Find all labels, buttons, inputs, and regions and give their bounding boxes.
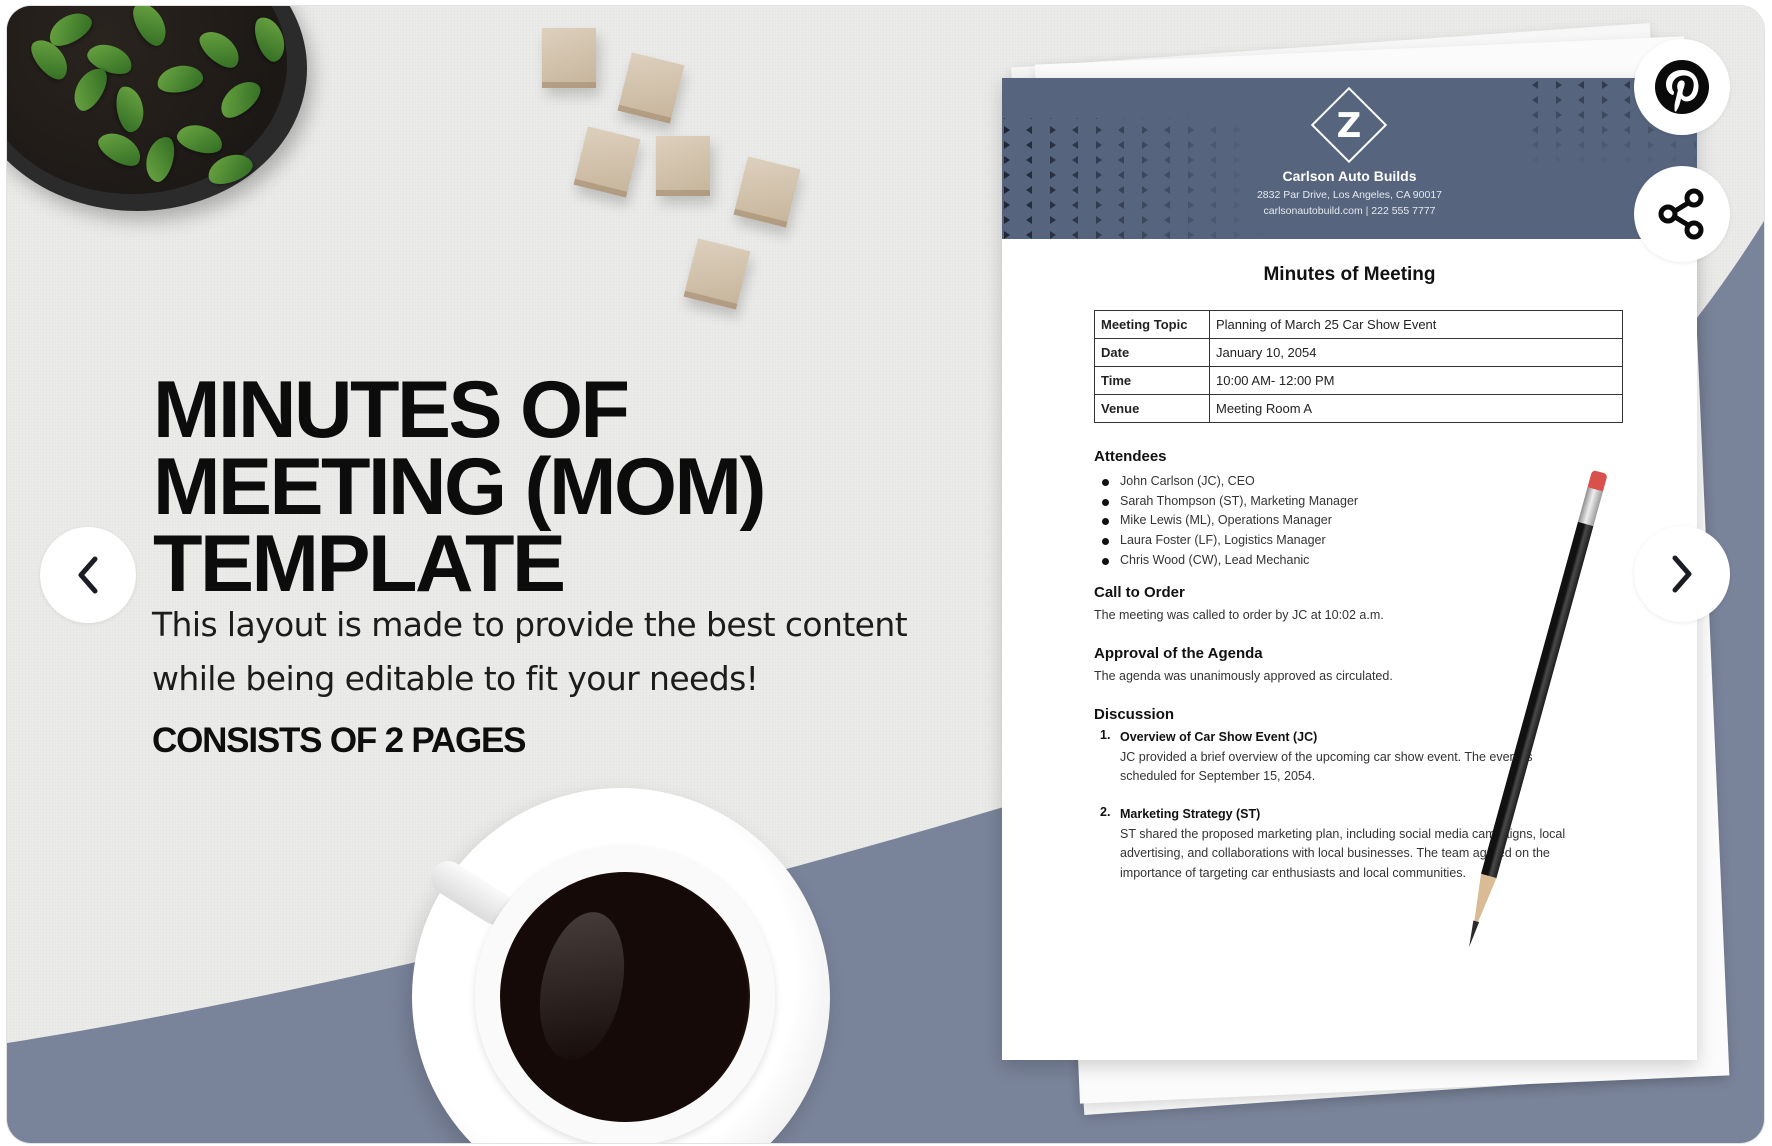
table-value: Meeting Room A xyxy=(1210,395,1623,423)
table-row xyxy=(1095,311,1623,339)
item-title: Overview of Car Show Event (JC) xyxy=(1120,730,1318,744)
hero-title-line: MEETING (MOM) xyxy=(153,442,764,532)
table-label: Venue xyxy=(1095,395,1210,423)
table-row xyxy=(1095,339,1623,367)
share-button[interactable] xyxy=(1634,166,1730,262)
item-title: Marketing Strategy (ST) xyxy=(1120,807,1261,821)
pinterest-icon xyxy=(1654,59,1710,115)
item-line: ST shared the proposed marketing plan, including social media campaigns, local xyxy=(1120,826,1566,841)
discussion-item xyxy=(1094,728,1614,787)
item-line: advertising, and collaborations with local businesses. The team agreed on the xyxy=(1120,846,1550,861)
approval-heading: Approval of the Agenda xyxy=(1094,645,1263,662)
share-icon xyxy=(1656,186,1708,242)
document-title: Minutes of Meeting xyxy=(1263,264,1436,285)
discussion-heading: Discussion xyxy=(1094,706,1175,723)
approval-text: The agenda was unanimously approved as circulated. xyxy=(1094,669,1393,683)
hero-title xyxy=(153,365,764,609)
table-value: 10:00 AM- 12:00 PM xyxy=(1210,367,1623,395)
next-slide-button[interactable] xyxy=(1634,526,1730,622)
document-preview xyxy=(1002,78,1697,1060)
chevron-right-icon xyxy=(1665,552,1699,596)
list-item: Mike Lewis (ML), Operations Manager xyxy=(1094,511,1358,531)
table-label: Meeting Topic xyxy=(1095,311,1210,339)
list-item: Chris Wood (CW), Lead Mechanic xyxy=(1094,551,1358,571)
attendees-heading: Attendees xyxy=(1094,448,1167,465)
table-label: Time xyxy=(1095,367,1210,395)
hero-title-line: TEMPLATE xyxy=(153,519,564,609)
attendees-list xyxy=(1094,472,1358,570)
call-to-order-text: The meeting was called to order by JC at 10:02 a.m. xyxy=(1094,608,1384,622)
list-item: Laura Foster (LF), Logistics Manager xyxy=(1094,531,1358,551)
chevron-left-icon xyxy=(71,553,105,597)
list-item: Sarah Thompson (ST), Marketing Manager xyxy=(1094,492,1358,512)
previous-slide-button[interactable] xyxy=(40,527,136,623)
item-line: scheduled for September 15, 2054. xyxy=(1120,769,1316,784)
table-label: Date xyxy=(1095,339,1210,367)
table-value: January 10, 2054 xyxy=(1210,339,1623,367)
hero-subtitle xyxy=(152,598,952,706)
hero-title-line: MINUTES OF xyxy=(153,365,628,455)
item-line: importance of targeting car enthusiasts and local communities. xyxy=(1120,866,1467,881)
pinterest-share-button[interactable] xyxy=(1634,39,1730,135)
template-preview-carousel xyxy=(7,6,1764,1143)
company-contact: carlsonautobuild.com | 222 555 7777 xyxy=(1263,205,1436,217)
company-address: 2832 Par Drive, Los Angeles, CA 90017 xyxy=(1256,189,1443,201)
item-line: JC provided a brief overview of the upcoming car show event. The event is xyxy=(1120,749,1533,764)
call-to-order-heading: Call to Order xyxy=(1094,584,1185,601)
company-name: Carlson Auto Builds xyxy=(1282,168,1417,184)
hero-subtitle-line: while being editable to fit your needs! xyxy=(152,659,759,698)
company-logo-mark: Z xyxy=(1336,106,1362,146)
meeting-info-table xyxy=(1094,310,1623,423)
table-row xyxy=(1095,367,1623,395)
item-number: 2. xyxy=(1100,805,1111,819)
table-row xyxy=(1095,395,1623,423)
discussion-item xyxy=(1094,805,1614,884)
item-number: 1. xyxy=(1100,728,1111,742)
hero-subtitle-line: This layout is made to provide the best content xyxy=(152,605,908,644)
document-header xyxy=(1002,78,1697,239)
list-item: John Carlson (JC), CEO xyxy=(1094,472,1358,492)
page-count-label: CONSISTS OF 2 PAGES xyxy=(152,721,526,760)
table-value: Planning of March 25 Car Show Event xyxy=(1210,311,1623,339)
